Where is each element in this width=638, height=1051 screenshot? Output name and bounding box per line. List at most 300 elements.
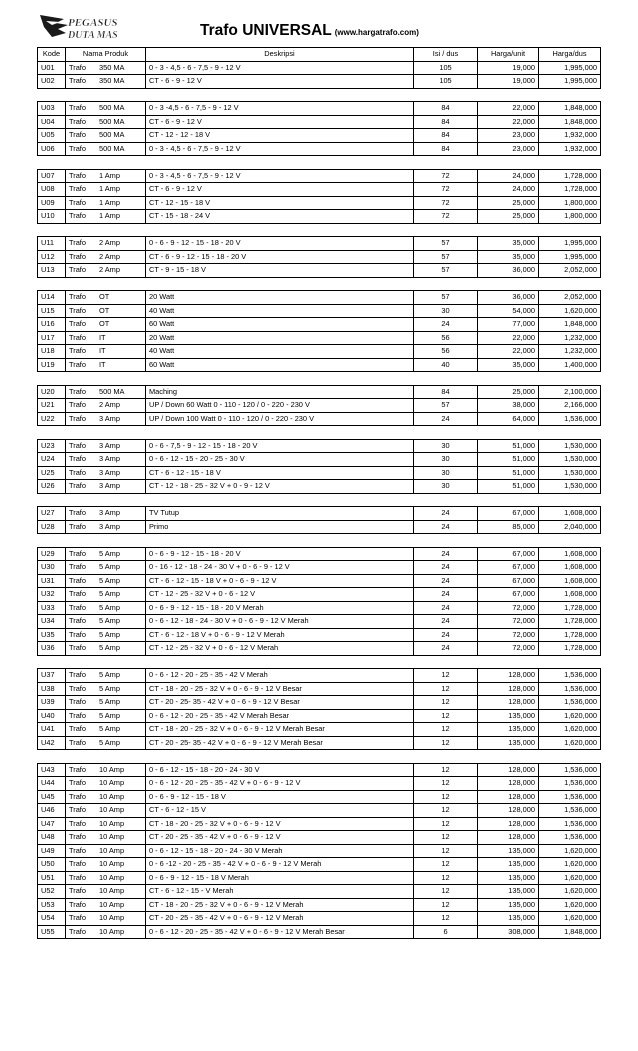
product-rating: 3 Amp (99, 454, 120, 464)
product-rating: 2 Amp (99, 238, 120, 248)
cell-nama-produk (66, 844, 146, 858)
cell-deskripsi: CT - 12 - 25 - 32 V + 0 - 6 - 12 V (146, 588, 414, 602)
cell-nama-produk (66, 682, 146, 696)
cell-deskripsi: 0 - 6 - 12 - 18 - 24 - 30 V + 0 - 6 - 9 - 12 V Merah (146, 615, 414, 629)
cell-nama-produk (66, 588, 146, 602)
cell-kode: U11 (38, 237, 66, 251)
cell-deskripsi: 20 Watt (146, 291, 414, 305)
cell-kode: U50 (38, 858, 66, 872)
cell-deskripsi: CT - 18 - 20 - 25 - 32 V + 0 - 6 - 9 - 12 V Merah (146, 898, 414, 912)
cell-harga-unit: 85,000 (478, 520, 539, 534)
cell-nama-produk (66, 385, 146, 399)
cell-harga-unit: 308,000 (478, 925, 539, 939)
cell-nama-produk (66, 507, 146, 521)
cell-harga-dus: 2,052,000 (539, 291, 601, 305)
cell-isi-dus: 24 (414, 561, 478, 575)
group-spacer (38, 493, 601, 507)
product-type: Trafo (69, 899, 86, 909)
product-type: Trafo (69, 562, 86, 572)
product-type: Trafo (69, 886, 86, 896)
cell-isi-dus: 12 (414, 723, 478, 737)
product-type: Trafo (69, 629, 86, 639)
cell-deskripsi: CT - 6 - 12 - 18 V + 0 - 6 - 9 - 12 V Merah (146, 628, 414, 642)
cell-kode: U23 (38, 439, 66, 453)
product-rating: 5 Amp (99, 589, 120, 599)
cell-harga-dus: 1,608,000 (539, 547, 601, 561)
cell-harga-dus: 1,608,000 (539, 588, 601, 602)
cell-kode: U20 (38, 385, 66, 399)
cell-harga-dus: 1,232,000 (539, 331, 601, 345)
cell-isi-dus: 30 (414, 480, 478, 494)
cell-deskripsi: CT - 12 - 15 - 18 V (146, 196, 414, 210)
cell-harga-dus: 1,728,000 (539, 169, 601, 183)
cell-isi-dus: 105 (414, 61, 478, 75)
header-deskripsi: Deskripsi (146, 48, 414, 62)
title-block (200, 22, 419, 40)
cell-deskripsi: 0 - 6 - 9 - 12 - 15 - 18 V (146, 790, 414, 804)
table-row (38, 777, 601, 791)
cell-kode: U41 (38, 723, 66, 737)
cell-harga-unit: 51,000 (478, 480, 539, 494)
table-row (38, 291, 601, 305)
cell-harga-unit: 51,000 (478, 466, 539, 480)
product-rating: 1 Amp (99, 184, 120, 194)
table-row (38, 507, 601, 521)
cell-deskripsi: UP / Down 60 Watt 0 - 110 - 120 / 0 - 220 - 230 V (146, 399, 414, 413)
table-row (38, 871, 601, 885)
product-rating: 10 Amp (99, 845, 125, 855)
product-type: Trafo (69, 805, 86, 815)
cell-harga-dus: 1,608,000 (539, 574, 601, 588)
cell-deskripsi: 0 - 6 - 12 - 20 - 25 - 35 - 42 V + 0 - 6 - 9 - 12 V Merah Besar (146, 925, 414, 939)
cell-deskripsi: 0 - 6 - 12 - 15 - 18 - 20 - 24 - 30 V Merah (146, 844, 414, 858)
cell-isi-dus: 24 (414, 507, 478, 521)
group-spacer (38, 750, 601, 764)
cell-harga-unit: 128,000 (478, 804, 539, 818)
cell-harga-unit: 72,000 (478, 628, 539, 642)
cell-harga-unit: 67,000 (478, 561, 539, 575)
cell-isi-dus: 72 (414, 169, 478, 183)
cell-nama-produk (66, 412, 146, 426)
cell-harga-dus: 1,848,000 (539, 925, 601, 939)
product-rating: IT (99, 346, 106, 356)
cell-isi-dus: 84 (414, 102, 478, 116)
product-type: Trafo (69, 764, 86, 774)
table-row (38, 304, 601, 318)
cell-harga-dus: 1,800,000 (539, 196, 601, 210)
cell-deskripsi: UP / Down 100 Watt 0 - 110 - 120 / 0 - 220 - 230 V (146, 412, 414, 426)
product-rating: 5 Amp (99, 697, 120, 707)
cell-harga-unit: 128,000 (478, 777, 539, 791)
cell-nama-produk (66, 210, 146, 224)
cell-harga-unit: 24,000 (478, 183, 539, 197)
product-rating: 10 Amp (99, 926, 125, 936)
cell-nama-produk (66, 75, 146, 89)
cell-deskripsi: 0 - 6 - 12 - 15 - 18 - 20 - 24 - 30 V (146, 763, 414, 777)
cell-harga-dus: 1,536,000 (539, 804, 601, 818)
table-row (38, 412, 601, 426)
cell-nama-produk (66, 264, 146, 278)
cell-harga-unit: 19,000 (478, 75, 539, 89)
cell-nama-produk (66, 642, 146, 656)
cell-nama-produk (66, 142, 146, 156)
product-rating: 10 Amp (99, 805, 125, 815)
header-nama-produk: Nama Produk (66, 48, 146, 62)
product-rating: 350 MA (99, 62, 125, 72)
cell-harga-dus: 1,932,000 (539, 142, 601, 156)
cell-harga-unit: 128,000 (478, 763, 539, 777)
cell-isi-dus: 24 (414, 520, 478, 534)
cell-kode: U08 (38, 183, 66, 197)
cell-nama-produk (66, 358, 146, 372)
cell-harga-dus: 1,536,000 (539, 412, 601, 426)
product-rating: 10 Amp (99, 872, 125, 882)
table-row (38, 682, 601, 696)
cell-kode: U10 (38, 210, 66, 224)
table-row (38, 763, 601, 777)
cell-nama-produk (66, 129, 146, 143)
cell-harga-unit: 25,000 (478, 385, 539, 399)
cell-kode: U47 (38, 817, 66, 831)
cell-harga-dus: 1,620,000 (539, 736, 601, 750)
cell-deskripsi: CT - 6 - 12 - 15 - V Merah (146, 885, 414, 899)
table-row (38, 102, 601, 116)
table-row (38, 480, 601, 494)
cell-nama-produk (66, 736, 146, 750)
cell-harga-dus: 1,620,000 (539, 871, 601, 885)
product-rating: 2 Amp (99, 265, 120, 275)
product-rating: OT (99, 319, 110, 329)
cell-deskripsi: 40 Watt (146, 345, 414, 359)
product-rating: 500 MA (99, 103, 125, 113)
cell-isi-dus: 12 (414, 831, 478, 845)
cell-kode: U44 (38, 777, 66, 791)
product-rating: 5 Amp (99, 670, 120, 680)
cell-nama-produk (66, 790, 146, 804)
cell-harga-unit: 128,000 (478, 669, 539, 683)
table-row (38, 237, 601, 251)
header-kode: Kode (38, 48, 66, 62)
cell-isi-dus: 30 (414, 439, 478, 453)
product-rating: 3 Amp (99, 413, 120, 423)
cell-harga-unit: 23,000 (478, 129, 539, 143)
cell-nama-produk (66, 858, 146, 872)
cell-harga-dus: 1,728,000 (539, 601, 601, 615)
group-spacer (38, 88, 601, 102)
cell-harga-dus: 1,530,000 (539, 466, 601, 480)
cell-kode: U01 (38, 61, 66, 75)
product-type: Trafo (69, 467, 86, 477)
product-type: Trafo (69, 697, 86, 707)
cell-harga-dus: 1,995,000 (539, 75, 601, 89)
product-type: Trafo (69, 737, 86, 747)
cell-harga-dus: 1,620,000 (539, 898, 601, 912)
cell-isi-dus: 12 (414, 709, 478, 723)
product-type: Trafo (69, 548, 86, 558)
product-rating: 10 Amp (99, 764, 125, 774)
cell-nama-produk (66, 453, 146, 467)
product-type: Trafo (69, 872, 86, 882)
cell-deskripsi: TV Tutup (146, 507, 414, 521)
cell-kode: U24 (38, 453, 66, 467)
table-row (38, 183, 601, 197)
cell-isi-dus: 24 (414, 628, 478, 642)
header-harga-dus: Harga/dus (539, 48, 601, 62)
cell-deskripsi: CT - 20 - 25 - 35 - 42 V + 0 - 6 - 9 - 12 V Merah (146, 912, 414, 926)
product-rating: 5 Amp (99, 710, 120, 720)
cell-harga-unit: 128,000 (478, 696, 539, 710)
product-type: Trafo (69, 440, 86, 450)
cell-nama-produk (66, 898, 146, 912)
product-rating: 3 Amp (99, 521, 120, 531)
cell-isi-dus: 24 (414, 615, 478, 629)
cell-deskripsi: 40 Watt (146, 304, 414, 318)
cell-kode: U35 (38, 628, 66, 642)
product-rating: 3 Amp (99, 467, 120, 477)
cell-deskripsi: CT - 6 - 9 - 12 V (146, 115, 414, 129)
cell-harga-unit: 35,000 (478, 237, 539, 251)
cell-nama-produk (66, 399, 146, 413)
cell-harga-dus: 1,932,000 (539, 129, 601, 143)
product-type: Trafo (69, 643, 86, 653)
product-type: Trafo (69, 359, 86, 369)
group-spacer (38, 534, 601, 548)
product-rating: 10 Amp (99, 791, 125, 801)
cell-harga-unit: 22,000 (478, 102, 539, 116)
cell-isi-dus: 24 (414, 588, 478, 602)
cell-nama-produk (66, 696, 146, 710)
cell-isi-dus: 24 (414, 574, 478, 588)
cell-isi-dus: 12 (414, 682, 478, 696)
product-type: Trafo (69, 103, 86, 113)
product-rating: 5 Amp (99, 737, 120, 747)
cell-harga-dus: 1,620,000 (539, 723, 601, 737)
cell-nama-produk (66, 871, 146, 885)
product-type: Trafo (69, 319, 86, 329)
cell-harga-dus: 1,620,000 (539, 304, 601, 318)
cell-harga-dus: 1,536,000 (539, 682, 601, 696)
cell-deskripsi: CT - 18 - 20 - 25 - 32 V + 0 - 6 - 9 - 12 V (146, 817, 414, 831)
table-row (38, 358, 601, 372)
cell-harga-dus: 1,995,000 (539, 61, 601, 75)
cell-harga-unit: 67,000 (478, 547, 539, 561)
cell-harga-dus: 1,536,000 (539, 790, 601, 804)
product-rating: OT (99, 305, 110, 315)
cell-kode: U45 (38, 790, 66, 804)
product-rating: 5 Amp (99, 643, 120, 653)
cell-harga-unit: 67,000 (478, 588, 539, 602)
cell-isi-dus: 12 (414, 669, 478, 683)
cell-nama-produk (66, 817, 146, 831)
price-table (37, 47, 601, 939)
cell-deskripsi: 0 - 16 - 12 - 18 - 24 - 30 V + 0 - 6 - 9 - 12 V (146, 561, 414, 575)
cell-kode: U32 (38, 588, 66, 602)
product-type: Trafo (69, 710, 86, 720)
cell-harga-unit: 22,000 (478, 115, 539, 129)
product-type: Trafo (69, 251, 86, 261)
product-type: Trafo (69, 683, 86, 693)
cell-isi-dus: 57 (414, 291, 478, 305)
cell-isi-dus: 30 (414, 466, 478, 480)
table-row (38, 196, 601, 210)
cell-nama-produk (66, 480, 146, 494)
cell-nama-produk (66, 291, 146, 305)
table-row (38, 831, 601, 845)
cell-isi-dus: 12 (414, 858, 478, 872)
cell-nama-produk (66, 925, 146, 939)
cell-nama-produk (66, 885, 146, 899)
table-row (38, 628, 601, 642)
cell-deskripsi: Primo (146, 520, 414, 534)
cell-harga-dus: 2,040,000 (539, 520, 601, 534)
table-row (38, 439, 601, 453)
cell-deskripsi: CT - 6 - 9 - 12 V (146, 183, 414, 197)
cell-harga-unit: 64,000 (478, 412, 539, 426)
product-rating: 10 Amp (99, 778, 125, 788)
cell-deskripsi: CT - 20 - 25 - 35 - 42 V + 0 - 6 - 9 - 12 V (146, 831, 414, 845)
cell-nama-produk (66, 237, 146, 251)
cell-harga-dus: 1,530,000 (539, 439, 601, 453)
cell-harga-unit: 72,000 (478, 642, 539, 656)
table-row (38, 250, 601, 264)
cell-harga-dus: 1,536,000 (539, 669, 601, 683)
cell-kode: U07 (38, 169, 66, 183)
cell-deskripsi: CT - 12 - 25 - 32 V + 0 - 6 - 12 V Merah (146, 642, 414, 656)
cell-kode: U14 (38, 291, 66, 305)
cell-isi-dus: 12 (414, 777, 478, 791)
cell-harga-dus: 1,728,000 (539, 642, 601, 656)
cell-harga-dus: 1,536,000 (539, 831, 601, 845)
cell-isi-dus: 12 (414, 817, 478, 831)
table-row (38, 642, 601, 656)
cell-harga-dus: 1,728,000 (539, 183, 601, 197)
product-rating: 5 Amp (99, 616, 120, 626)
product-rating: 5 Amp (99, 724, 120, 734)
product-rating: 5 Amp (99, 683, 120, 693)
cell-kode: U21 (38, 399, 66, 413)
table-row (38, 142, 601, 156)
table-row (38, 588, 601, 602)
cell-isi-dus: 57 (414, 399, 478, 413)
cell-deskripsi: 20 Watt (146, 331, 414, 345)
cell-kode: U51 (38, 871, 66, 885)
cell-isi-dus: 6 (414, 925, 478, 939)
product-rating: OT (99, 292, 110, 302)
product-type: Trafo (69, 346, 86, 356)
cell-isi-dus: 72 (414, 210, 478, 224)
product-rating: 350 MA (99, 76, 125, 86)
cell-isi-dus: 12 (414, 696, 478, 710)
cell-kode: U26 (38, 480, 66, 494)
product-type: Trafo (69, 130, 86, 140)
product-rating: 5 Amp (99, 548, 120, 558)
cell-isi-dus: 84 (414, 142, 478, 156)
table-row (38, 696, 601, 710)
page-title: Trafo UNIVERSAL (200, 22, 332, 39)
product-type: Trafo (69, 197, 86, 207)
cell-nama-produk (66, 331, 146, 345)
cell-harga-unit: 25,000 (478, 210, 539, 224)
cell-harga-dus: 1,608,000 (539, 507, 601, 521)
product-type: Trafo (69, 724, 86, 734)
product-type: Trafo (69, 305, 86, 315)
cell-harga-unit: 35,000 (478, 250, 539, 264)
cell-harga-unit: 24,000 (478, 169, 539, 183)
cell-isi-dus: 24 (414, 547, 478, 561)
table-row (38, 615, 601, 629)
cell-kode: U34 (38, 615, 66, 629)
cell-nama-produk (66, 318, 146, 332)
cell-harga-unit: 36,000 (478, 264, 539, 278)
cell-kode: U42 (38, 736, 66, 750)
table-row (38, 574, 601, 588)
product-rating: IT (99, 332, 106, 342)
product-type: Trafo (69, 575, 86, 585)
cell-kode: U12 (38, 250, 66, 264)
product-type: Trafo (69, 143, 86, 153)
cell-kode: U43 (38, 763, 66, 777)
cell-deskripsi: 0 - 6 - 9 - 12 - 15 - 18 - 20 V (146, 547, 414, 561)
table-row (38, 601, 601, 615)
table-row (38, 453, 601, 467)
product-type: Trafo (69, 832, 86, 842)
cell-harga-unit: 22,000 (478, 331, 539, 345)
cell-nama-produk (66, 61, 146, 75)
cell-nama-produk (66, 709, 146, 723)
cell-harga-dus: 1,620,000 (539, 709, 601, 723)
cell-nama-produk (66, 547, 146, 561)
cell-isi-dus: 12 (414, 912, 478, 926)
product-rating: 500 MA (99, 130, 125, 140)
cell-kode: U53 (38, 898, 66, 912)
cell-harga-unit: 135,000 (478, 709, 539, 723)
product-type: Trafo (69, 400, 86, 410)
table-row (38, 385, 601, 399)
table-header-row (38, 48, 601, 62)
cell-harga-unit: 128,000 (478, 790, 539, 804)
cell-kode: U54 (38, 912, 66, 926)
cell-deskripsi: 0 - 6 - 12 - 20 - 25 - 35 - 42 V + 0 - 6 - 9 - 12 V (146, 777, 414, 791)
product-rating: 2 Amp (99, 400, 120, 410)
product-type: Trafo (69, 845, 86, 855)
cell-kode: U18 (38, 345, 66, 359)
product-type: Trafo (69, 184, 86, 194)
cell-kode: U05 (38, 129, 66, 143)
product-rating: 10 Amp (99, 899, 125, 909)
pegasus-wing-icon (40, 15, 68, 37)
cell-harga-dus: 1,728,000 (539, 628, 601, 642)
cell-nama-produk (66, 777, 146, 791)
cell-kode: U06 (38, 142, 66, 156)
table-row (38, 844, 601, 858)
cell-harga-dus: 1,848,000 (539, 115, 601, 129)
cell-deskripsi: CT - 6 - 12 - 15 V (146, 804, 414, 818)
cell-isi-dus: 57 (414, 237, 478, 251)
cell-isi-dus: 57 (414, 250, 478, 264)
cell-deskripsi: 0 - 6 - 7,5 - 9 - 12 - 15 - 18 - 20 V (146, 439, 414, 453)
cell-harga-unit: 67,000 (478, 507, 539, 521)
cell-deskripsi: 0 - 3 - 4,5 - 6 - 7,5 - 9 - 12 V (146, 142, 414, 156)
cell-harga-unit: 22,000 (478, 345, 539, 359)
table-row (38, 790, 601, 804)
product-rating: 3 Amp (99, 440, 120, 450)
cell-harga-dus: 2,166,000 (539, 399, 601, 413)
table-body (38, 61, 601, 939)
product-type: Trafo (69, 778, 86, 788)
cell-kode: U22 (38, 412, 66, 426)
cell-kode: U33 (38, 601, 66, 615)
cell-deskripsi: 0 - 3 -4,5 - 6 - 7,5 - 9 - 12 V (146, 102, 414, 116)
